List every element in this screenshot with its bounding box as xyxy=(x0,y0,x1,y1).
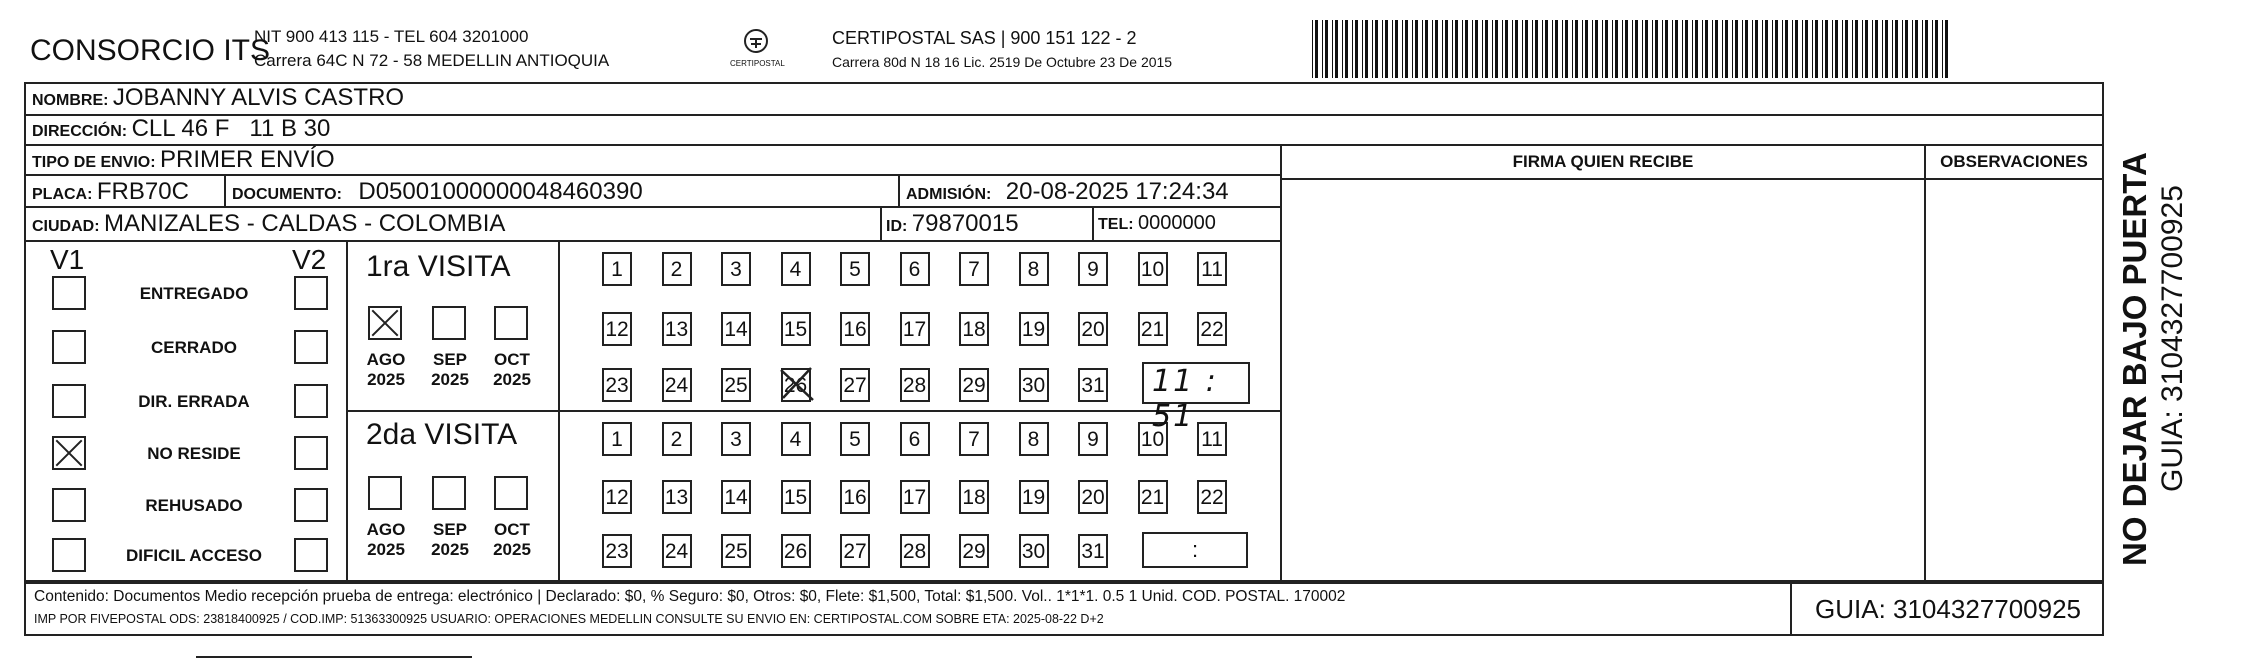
barcode-bar xyxy=(1345,20,1348,78)
day-box[interactable]: 22 xyxy=(1197,312,1227,346)
day-box[interactable]: 16 xyxy=(840,312,870,346)
barcode-bar xyxy=(1452,20,1453,78)
barcode-bar xyxy=(1605,20,1608,78)
barcode-bar xyxy=(1322,20,1323,78)
barcode-bar xyxy=(1875,20,1878,78)
ciudad-field xyxy=(32,210,505,238)
first-visit-time-box xyxy=(1142,362,1250,434)
barcode-bar xyxy=(1385,20,1388,78)
day-box[interactable]: 14 xyxy=(721,480,751,514)
barcode-bar xyxy=(1692,20,1693,78)
footer-guia: GUIA: 3104327700925 xyxy=(1815,594,2081,624)
barcode-bar xyxy=(1785,20,1788,78)
day-box[interactable]: 7 xyxy=(959,422,989,456)
barcode-bar xyxy=(1682,20,1683,78)
v1-checkbox[interactable] xyxy=(52,436,86,470)
day-box[interactable]: 3 xyxy=(721,422,751,456)
barcode-bar xyxy=(1822,20,1823,78)
day-box[interactable]: 21 xyxy=(1138,480,1168,514)
company-name: CONSORCIO ITS xyxy=(30,34,271,67)
barcode-bar xyxy=(1375,20,1378,78)
day-box[interactable]: 11 xyxy=(1197,252,1227,286)
day-box[interactable]: 5 xyxy=(840,252,870,286)
barcode-bar xyxy=(1725,20,1728,78)
admision-value: 20-08-2025 17:24:34 xyxy=(1005,178,1229,205)
month-name: AGO xyxy=(366,520,406,539)
barcode-bar xyxy=(1732,20,1733,78)
status-label: DIFICIL ACCESO xyxy=(125,546,262,565)
company-nit: NIT 900 413 115 - TEL 604 3201000 xyxy=(254,27,529,46)
month-checkbox[interactable] xyxy=(368,476,402,510)
barcode-bar xyxy=(1555,20,1558,78)
barcode-bar xyxy=(1455,20,1458,78)
second-visit-time-box xyxy=(1142,532,1248,568)
documento-label: DOCUMENTO: xyxy=(232,186,342,203)
barcode-bar xyxy=(1512,20,1513,78)
barcode-bar xyxy=(1532,20,1533,78)
barcode-bar xyxy=(1465,20,1468,78)
day-box[interactable]: 15 xyxy=(781,312,811,346)
barcode-bar xyxy=(1745,20,1748,78)
day-box[interactable]: 27 xyxy=(840,368,870,402)
day-box[interactable]: 24 xyxy=(662,368,692,402)
id-field xyxy=(886,210,1019,238)
barcode-bar xyxy=(1625,20,1628,78)
month-checkbox[interactable] xyxy=(494,306,528,340)
barcode-bar xyxy=(1462,20,1463,78)
barcode-bar xyxy=(1695,20,1698,78)
day-box[interactable]: 17 xyxy=(900,312,930,346)
barcode-bar xyxy=(1742,20,1743,78)
footer-contenido: Contenido: Documentos Medio recepción prueba de entrega: electrónico | Declarado: $0, % Seguro: $0, Otros: $0, Flete: $1,500, Total: $1,500. Vol.. 1*1*1. 0.5 1 Unid. COD. POSTAL. 170002 xyxy=(34,588,1346,605)
barcode-bar xyxy=(1582,20,1583,78)
barcode-bar xyxy=(1412,20,1413,78)
barcode-bar xyxy=(1445,20,1448,78)
barcode-bar xyxy=(1572,20,1573,78)
month-year: 2025 xyxy=(493,540,531,559)
barcode-bar xyxy=(1602,20,1603,78)
barcode-bar xyxy=(1842,20,1843,78)
id-label: ID: xyxy=(886,218,908,235)
barcode-bar xyxy=(1752,20,1753,78)
tel-label: TEL: xyxy=(1098,216,1134,233)
v2-checkbox[interactable] xyxy=(294,488,328,522)
month-label xyxy=(482,520,542,560)
barcode-bar xyxy=(1722,20,1723,78)
month-label xyxy=(482,350,542,390)
barcode-bar xyxy=(1652,20,1653,78)
barcode-bar xyxy=(1755,20,1758,78)
barcode-bar xyxy=(1935,20,1938,78)
barcode-bar xyxy=(1382,20,1383,78)
barcode-bar xyxy=(1702,20,1703,78)
barcode-bar xyxy=(1475,20,1478,78)
day-box[interactable]: 2 xyxy=(662,422,692,456)
barcode-bar xyxy=(1425,20,1428,78)
month-checkbox[interactable] xyxy=(368,306,402,340)
day-box[interactable]: 3 xyxy=(721,252,751,286)
logo-text: CERTIPOSTAL xyxy=(730,59,785,68)
day-box[interactable]: 25 xyxy=(721,368,751,402)
barcode-bar xyxy=(1942,20,1943,78)
tel-field xyxy=(1098,212,1216,235)
barcode-bar xyxy=(1482,20,1483,78)
barcode-bar xyxy=(1815,20,1818,78)
day-box[interactable]: 19 xyxy=(1019,312,1049,346)
day-box[interactable]: 19 xyxy=(1019,480,1049,514)
day-box[interactable]: 1 xyxy=(602,252,632,286)
barcode-bar xyxy=(1372,20,1373,78)
month-label xyxy=(356,520,416,560)
day-box[interactable]: 31 xyxy=(1078,534,1108,568)
day-box[interactable]: 28 xyxy=(900,368,930,402)
barcode-bar xyxy=(1932,20,1933,78)
day-box[interactable]: 9 xyxy=(1078,252,1108,286)
barcode-bar xyxy=(1922,20,1923,78)
month-checkbox[interactable] xyxy=(494,476,528,510)
day-box[interactable]: 12 xyxy=(602,480,632,514)
day-box[interactable]: 6 xyxy=(900,252,930,286)
barcode-bar xyxy=(1365,20,1368,78)
direccion-field xyxy=(32,115,330,143)
barcode-bar xyxy=(1705,20,1708,78)
certipostal-logo xyxy=(730,28,785,68)
documento-value: D05001000000048460390 xyxy=(358,178,643,205)
barcode-bar xyxy=(1712,20,1713,78)
tipo-value: PRIMER ENVÍO xyxy=(160,146,335,173)
barcode-bar xyxy=(1762,20,1763,78)
barcode-bar xyxy=(1495,20,1498,78)
observaciones-header: OBSERVACIONES xyxy=(1940,152,2088,171)
month-name: SEP xyxy=(432,350,468,369)
barcode-bar xyxy=(1312,20,1313,78)
barcode-bar xyxy=(1635,20,1638,78)
barcode-bar xyxy=(1392,20,1393,78)
barcode-bar xyxy=(1502,20,1503,78)
barcode-bar xyxy=(1632,20,1633,78)
day-box[interactable]: 17 xyxy=(900,480,930,514)
certipostal-address: Carrera 80d N 18 16 Lic. 2519 De Octubre 23 De 2015 xyxy=(832,54,1173,70)
barcode-bar xyxy=(1782,20,1783,78)
v2-checkbox[interactable] xyxy=(294,538,328,572)
side-guia: GUIA: 3104327700925 xyxy=(2156,185,2189,492)
ciudad-value: MANIZALES - CALDAS - COLOMBIA xyxy=(104,210,506,237)
barcode-bar xyxy=(1672,20,1673,78)
month-checkbox[interactable] xyxy=(432,476,466,510)
direccion-label: DIRECCIÓN: xyxy=(32,123,128,140)
day-box[interactable]: 23 xyxy=(602,368,632,402)
barcode-bar xyxy=(1472,20,1473,78)
day-box[interactable]: 22 xyxy=(1197,480,1227,514)
barcode-bar xyxy=(1765,20,1768,78)
day-box[interactable]: 4 xyxy=(781,422,811,456)
barcode-bar xyxy=(1945,20,1948,78)
v1-checkbox[interactable] xyxy=(52,384,86,418)
barcode-bar xyxy=(1775,20,1778,78)
barcode-bar xyxy=(1795,20,1798,78)
placa-field xyxy=(32,178,189,206)
tel-value: 0000000 xyxy=(1138,212,1216,234)
barcode-bar xyxy=(1902,20,1903,78)
barcode-bar xyxy=(1642,20,1643,78)
barcode-bar xyxy=(1735,20,1738,78)
barcode-bar xyxy=(1552,20,1553,78)
side-warning: NO DEJAR BAJO PUERTA xyxy=(2116,152,2153,566)
day-box[interactable]: 29 xyxy=(959,368,989,402)
certipostal-name: CERTIPOSTAL SAS | 900 151 122 - 2 xyxy=(832,28,1137,48)
month-name: OCT xyxy=(494,350,530,369)
v1-label: V1 xyxy=(50,244,85,275)
barcode-bar xyxy=(1315,20,1318,78)
barcode-bar xyxy=(1565,20,1568,78)
barcode-bar xyxy=(1665,20,1668,78)
month-name: SEP xyxy=(432,520,468,539)
admision-field xyxy=(906,178,1229,206)
day-box[interactable]: 15 xyxy=(781,480,811,514)
barcode-bar xyxy=(1542,20,1543,78)
day-box[interactable]: 11 xyxy=(1197,422,1227,456)
first-visit-time: 11 : 51 xyxy=(1152,364,1218,434)
day-box[interactable]: 10 xyxy=(1138,422,1168,456)
month-label xyxy=(356,350,416,390)
barcode-bar xyxy=(1435,20,1438,78)
v2-checkbox[interactable] xyxy=(294,384,328,418)
barcode-bar xyxy=(1525,20,1528,78)
day-box[interactable]: 20 xyxy=(1078,480,1108,514)
barcode-bar xyxy=(1595,20,1598,78)
day-box[interactable]: 2 xyxy=(662,252,692,286)
barcode-bar xyxy=(1912,20,1913,78)
month-label xyxy=(420,350,480,390)
month-year: 2025 xyxy=(493,370,531,389)
nombre-value: JOBANNY ALVIS CASTRO xyxy=(112,84,405,111)
day-box[interactable]: 8 xyxy=(1019,252,1049,286)
day-box[interactable]: 18 xyxy=(959,312,989,346)
month-name: OCT xyxy=(494,520,530,539)
barcode-bar xyxy=(1915,20,1918,78)
barcode-bar xyxy=(1352,20,1353,78)
day-box[interactable]: 29 xyxy=(959,534,989,568)
barcode-bar xyxy=(1362,20,1363,78)
month-checkbox[interactable] xyxy=(432,306,466,340)
barcode-bar xyxy=(1405,20,1408,78)
barcode-bar xyxy=(1615,20,1618,78)
v1-checkbox[interactable] xyxy=(52,488,86,522)
month-year: 2025 xyxy=(431,540,469,559)
barcode-bar xyxy=(1925,20,1928,78)
barcode-bar xyxy=(1662,20,1663,78)
barcode-bar xyxy=(1865,20,1868,78)
barcode-bar xyxy=(1715,20,1718,78)
day-box[interactable]: 16 xyxy=(840,480,870,514)
nombre-field xyxy=(32,84,404,112)
day-box[interactable]: 20 xyxy=(1078,312,1108,346)
day-box[interactable]: 27 xyxy=(840,534,870,568)
barcode-bar xyxy=(1905,20,1908,78)
barcode-bar xyxy=(1845,20,1848,78)
barcode-bar xyxy=(1835,20,1838,78)
barcode-bar xyxy=(1772,20,1773,78)
status-label: NO RESIDE xyxy=(147,444,241,463)
barcode-bar xyxy=(1655,20,1658,78)
day-box[interactable]: 18 xyxy=(959,480,989,514)
barcode-bar xyxy=(1485,20,1488,78)
barcode-bar xyxy=(1685,20,1688,78)
day-box[interactable]: 26 xyxy=(781,368,811,402)
barcode-bar xyxy=(1622,20,1623,78)
first-visit-title: 1ra VISITA xyxy=(366,250,511,283)
nombre-label: NOMBRE: xyxy=(32,92,109,109)
barcode-bar xyxy=(1805,20,1808,78)
company-address: Carrera 64C N 72 - 58 MEDELLIN ANTIOQUIA xyxy=(254,51,610,70)
day-box[interactable]: 23 xyxy=(602,534,632,568)
id-value: 79870015 xyxy=(911,210,1019,237)
barcode-bar xyxy=(1442,20,1443,78)
v1-checkbox[interactable] xyxy=(52,276,86,310)
certipostal-logo-icon xyxy=(741,28,771,56)
barcode-bar xyxy=(1515,20,1518,78)
barcode-bar xyxy=(1612,20,1613,78)
placa-value: FRB70C xyxy=(96,178,189,205)
day-box[interactable]: 6 xyxy=(900,422,930,456)
barcode-bar xyxy=(1645,20,1648,78)
v1-checkbox[interactable] xyxy=(52,330,86,364)
day-box[interactable]: 4 xyxy=(781,252,811,286)
barcode-bar xyxy=(1825,20,1828,78)
second-visit-time: : xyxy=(1191,537,1199,562)
day-box[interactable]: 7 xyxy=(959,252,989,286)
barcode-bar xyxy=(1415,20,1418,78)
barcode-bar xyxy=(1492,20,1493,78)
documento-field xyxy=(232,178,643,206)
month-year: 2025 xyxy=(367,540,405,559)
firma-header: FIRMA QUIEN RECIBE xyxy=(1512,152,1694,171)
v1-checkbox[interactable] xyxy=(52,538,86,572)
day-box[interactable]: 31 xyxy=(1078,368,1108,402)
day-box[interactable]: 14 xyxy=(721,312,751,346)
barcode-bar xyxy=(1882,20,1883,78)
barcode-bar xyxy=(1505,20,1508,78)
day-box[interactable]: 21 xyxy=(1138,312,1168,346)
second-visit-title: 2da VISITA xyxy=(366,418,518,451)
barcode-bar xyxy=(1592,20,1593,78)
day-box[interactable]: 12 xyxy=(602,312,632,346)
barcode-bar xyxy=(1802,20,1803,78)
tipo-label: TIPO DE ENVIO: xyxy=(32,154,156,171)
v2-checkbox[interactable] xyxy=(294,276,328,310)
v2-checkbox[interactable] xyxy=(294,330,328,364)
barcode-bar xyxy=(1335,20,1338,78)
tipo-field xyxy=(32,146,335,174)
barcode-bar xyxy=(1792,20,1793,78)
barcode-bar xyxy=(1855,20,1858,78)
barcode-bar xyxy=(1432,20,1433,78)
day-box[interactable]: 9 xyxy=(1078,422,1108,456)
barcode-bar xyxy=(1812,20,1813,78)
admision-label: ADMISIÓN: xyxy=(906,186,992,203)
barcode-bar xyxy=(1575,20,1578,78)
day-box[interactable]: 26 xyxy=(781,534,811,568)
day-box[interactable]: 13 xyxy=(662,480,692,514)
day-box[interactable]: 8 xyxy=(1019,422,1049,456)
barcode xyxy=(1312,20,1952,78)
month-year: 2025 xyxy=(431,370,469,389)
barcode-bar xyxy=(1585,20,1588,78)
day-box[interactable]: 30 xyxy=(1019,368,1049,402)
placa-label: PLACA: xyxy=(32,186,93,203)
v2-checkbox[interactable] xyxy=(294,436,328,470)
month-name: AGO xyxy=(366,350,406,369)
barcode-bar xyxy=(1832,20,1833,78)
barcode-bar xyxy=(1325,20,1328,78)
status-label: ENTREGADO xyxy=(139,284,249,303)
month-year: 2025 xyxy=(367,370,405,389)
day-box[interactable]: 30 xyxy=(1019,534,1049,568)
day-box[interactable]: 10 xyxy=(1138,252,1168,286)
barcode-bar xyxy=(1862,20,1863,78)
barcode-bar xyxy=(1562,20,1563,78)
barcode-bar xyxy=(1895,20,1898,78)
month-label xyxy=(420,520,480,560)
day-check-mark xyxy=(777,364,817,404)
barcode-bar xyxy=(1522,20,1523,78)
barcode-bar xyxy=(1332,20,1333,78)
ciudad-label: CIUDAD: xyxy=(32,218,100,235)
barcode-bar xyxy=(1402,20,1403,78)
barcode-bar xyxy=(1535,20,1538,78)
barcode-bar xyxy=(1675,20,1678,78)
day-box[interactable]: 28 xyxy=(900,534,930,568)
barcode-bar xyxy=(1872,20,1873,78)
barcode-bar xyxy=(1892,20,1893,78)
direccion-value: CLL 46 F 11 B 30 xyxy=(131,115,331,142)
barcode-bar xyxy=(1885,20,1888,78)
footer-imp: IMP POR FIVEPOSTAL ODS: 23818400925 / COD.IMP: 51363300925 USUARIO: OPERACIONES MEDELLIN CONSULTE SU ENVIO EN: CERTIPOSTAL.COM SOBRE ETA: 2025-08-22 D+2 xyxy=(34,612,1104,626)
day-box[interactable]: 24 xyxy=(662,534,692,568)
day-box[interactable]: 1 xyxy=(602,422,632,456)
barcode-bar xyxy=(1852,20,1853,78)
status-label: CERRADO xyxy=(151,338,237,357)
status-label: DIR. ERRADA xyxy=(138,392,250,411)
barcode-bar xyxy=(1342,20,1343,78)
barcode-bar xyxy=(1355,20,1358,78)
day-box[interactable]: 13 xyxy=(662,312,692,346)
barcode-bar xyxy=(1395,20,1398,78)
day-box[interactable]: 5 xyxy=(840,422,870,456)
barcode-bar xyxy=(1545,20,1548,78)
status-label: REHUSADO xyxy=(145,496,243,515)
barcode-bar xyxy=(1422,20,1423,78)
day-box[interactable]: 25 xyxy=(721,534,751,568)
v2-label: V2 xyxy=(292,244,327,275)
